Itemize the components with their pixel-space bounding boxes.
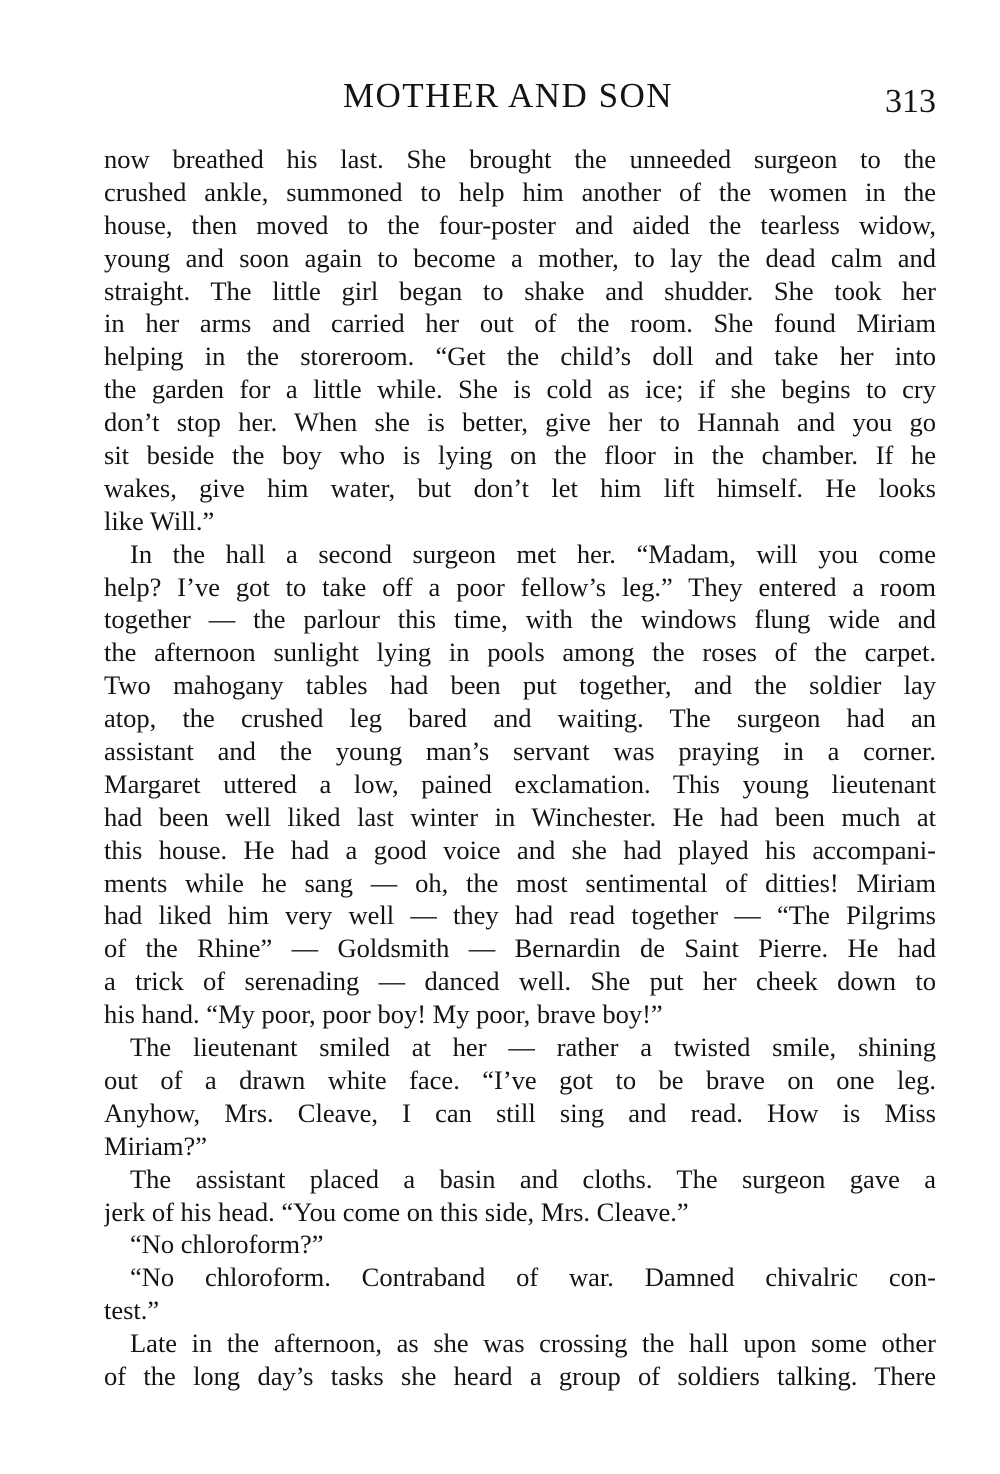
text-line: don’t stop her. When she is better, give her to Hannah and you go <box>104 407 936 438</box>
text-line: the afternoon sunlight lying in pools among the roses of the carpet. <box>104 637 936 668</box>
text-line: the garden for a little while. She is cold as ice; if she begins to cry <box>104 374 936 405</box>
text-line: ments while he sang — oh, the most sentimental of ditties! Miriam <box>104 867 936 898</box>
text-line: help? I’ve got to take off a poor fellow’s leg.” They entered a room <box>104 571 936 602</box>
text-line: In the hall a second surgeon met her. “Madam, will you come <box>130 538 936 569</box>
body-text <box>104 143 936 1393</box>
text-line: straight. The little girl began to shake and shudder. She took her <box>104 275 936 306</box>
running-head <box>0 76 1000 120</box>
page-number: 313 <box>885 83 936 120</box>
text-line: assistant and the young man’s servant was praying in a corner. <box>104 736 936 767</box>
text-line: Late in the afternoon, as she was crossing the hall upon some other <box>130 1328 936 1359</box>
text-line: of the long day’s tasks she heard a group of soldiers talking. There <box>104 1360 936 1391</box>
text-line: a trick of serenading — danced well. She put her cheek down to <box>104 966 936 997</box>
text-line: sit beside the boy who is lying on the floor in the chamber. If he <box>104 440 936 471</box>
text-line: like Will.” <box>104 505 215 536</box>
text-line: out of a drawn white face. “I’ve got to be brave on one leg. <box>104 1064 936 1095</box>
text-line: his hand. “My poor, poor boy! My poor, brave boy!” <box>104 999 663 1030</box>
text-line: Miriam?” <box>104 1130 208 1161</box>
text-line: Margaret uttered a low, pained exclamation. This young lieutenant <box>104 768 936 799</box>
text-line: jerk of his head. “You come on this side, Mrs. Cleave.” <box>104 1196 689 1227</box>
text-line: Anyhow, Mrs. Cleave, I can still sing and read. How is Miss <box>104 1097 936 1128</box>
text-line: this house. He had a good voice and she had played his accompani- <box>104 834 936 865</box>
text-line: atop, the crushed leg bared and waiting. The surgeon had an <box>104 703 936 734</box>
text-line: The assistant placed a basin and cloths. The surgeon gave a <box>130 1163 936 1194</box>
text-line: “No chloroform. Contraband of war. Damned chivalric con- <box>130 1262 936 1293</box>
text-line: of the Rhine” — Goldsmith — Bernardin de Saint Pierre. He had <box>104 933 936 964</box>
text-line: house, then moved to the four-poster and aided the tearless widow, <box>104 209 936 240</box>
text-line: Two mahogany tables had been put together, and the soldier lay <box>104 670 936 701</box>
text-line: young and soon again to become a mother, to lay the dead calm and <box>104 242 936 273</box>
text-line: “No chloroform?” <box>130 1229 324 1260</box>
text-line: crushed ankle, summoned to help him another of the women in the <box>104 176 936 207</box>
text-line: together — the parlour this time, with the windows flung wide and <box>104 604 936 635</box>
text-line: in her arms and carried her out of the room. She found Miriam <box>104 308 936 339</box>
text-line: wakes, give him water, but don’t let him lift himself. He looks <box>104 472 936 503</box>
text-line: now breathed his last. She brought the unneeded surgeon to the <box>104 144 936 174</box>
text-line: had liked him very well — they had read together — “The Pilgrims <box>104 900 936 931</box>
text-line: had been well liked last winter in Winchester. He had been much at <box>104 801 936 832</box>
text-line: The lieutenant smiled at her — rather a twisted smile, shining <box>130 1032 936 1063</box>
text-line: test.” <box>104 1295 160 1326</box>
running-title: MOTHER AND SON <box>342 76 674 115</box>
text-line: helping in the storeroom. “Get the child’s doll and take her into <box>104 341 936 372</box>
